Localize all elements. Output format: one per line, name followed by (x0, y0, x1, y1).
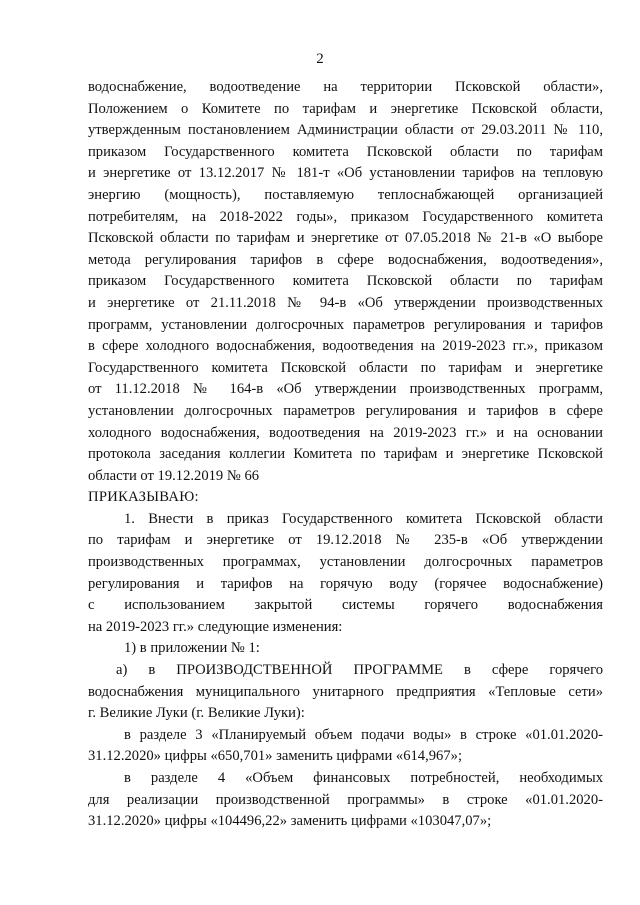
text-line: энергию (мощность), поставляемую теплоснабжающей организацией (88, 186, 603, 203)
text-line: потребителям, на 2018-2022 годы», приказом Государственного комитета (88, 208, 603, 225)
text-line: от 11.12.2018 № 164-в «Об утверждении производственных программ, (88, 381, 603, 398)
text-line: г. Великие Луки (г. Великие Луки): (88, 705, 305, 722)
page-number: 2 (316, 51, 324, 67)
text-line: метода регулирования тарифов в сфере водоснабжения, водоотведения», (88, 251, 603, 268)
document-body (88, 77, 603, 833)
text-line: области от 19.12.2019 № 66 (88, 467, 260, 484)
text-line: приказом Государственного комитета Псковской области по тарифам (88, 143, 603, 160)
text-line: в сфере холодного водоснабжения, водоотведения на 2019-2023 гг.», приказом (88, 338, 603, 355)
text-line: 31.12.2020» цифры «104496,22» заменить цифрами «103047,07»; (88, 813, 492, 830)
text-line: программ, установлении долгосрочных параметров регулирования и тарифов (88, 316, 603, 333)
text-line: Государственного комитета Псковской области по тарифам и энергетике (88, 359, 603, 376)
text-line: 1) в приложении № 1: (124, 640, 260, 657)
text-line: и энергетике от 13.12.2017 № 181-т «Об установлении тарифов на тепловую (88, 165, 603, 182)
text-line: холодного водоснабжения, водоотведения на 2019-2023 гг.» и на основании (88, 424, 603, 441)
text-line: производственных программах, установлении долгосрочных параметров (88, 554, 603, 571)
text-line: водоснабжения муниципального унитарного предприятия «Тепловые сети» (88, 683, 603, 700)
text-line: с использованием закрытой системы горячего водоснабжения (88, 597, 603, 614)
text-line: Положением о Комитете по тарифам и энергетике Псковской области, (88, 100, 603, 117)
text-line: 31.12.2020» цифры «650,701» заменить цифрами «614,967»; (88, 748, 462, 765)
text-line: в разделе 3 «Планируемый объем подачи воды» в строке «01.01.2020- (124, 726, 603, 743)
text-line: для реализации производственной программы» в строке «01.01.2020- (88, 791, 603, 808)
text-line: и энергетике от 21.11.2018 № 94-в «Об утверждении производственных (88, 294, 603, 311)
order-heading: ПРИКАЗЫВАЮ: (88, 489, 199, 506)
text-line: установлении долгосрочных параметров регулирования и тарифов в сфере (88, 402, 603, 419)
text-line: утвержденным постановлением Администрации области от 29.03.2011 № 110, (88, 122, 603, 139)
text-line: водоснабжение, водоотведение на территории Псковской области», (88, 79, 603, 95)
text-line: на 2019-2023 гг.» следующие изменения: (88, 618, 343, 635)
text-line: приказом Государственного комитета Псковской области по тарифам (88, 273, 603, 290)
text-line: в разделе 4 «Объем финансовых потребностей, необходимых (124, 770, 603, 786)
text-line: Псковской области по тарифам и энергетике от 07.05.2018 № 21-в «О выборе (88, 230, 603, 247)
text-line: протокола заседания коллегии Комитета по тарифам и энергетике Псковской (88, 446, 603, 463)
text-line: 1. Внести в приказ Государственного комитета Псковской области (124, 510, 603, 527)
text-line: а) в ПРОИЗВОДСТВЕННОЙ ПРОГРАММЕ в сфере горячего (116, 662, 603, 679)
text-line: регулирования и тарифов на горячую воду (горячее водоснабжение) (88, 575, 603, 592)
text-line: по тарифам и энергетике от 19.12.2018 № 235-в «Об утверждении (88, 532, 603, 549)
